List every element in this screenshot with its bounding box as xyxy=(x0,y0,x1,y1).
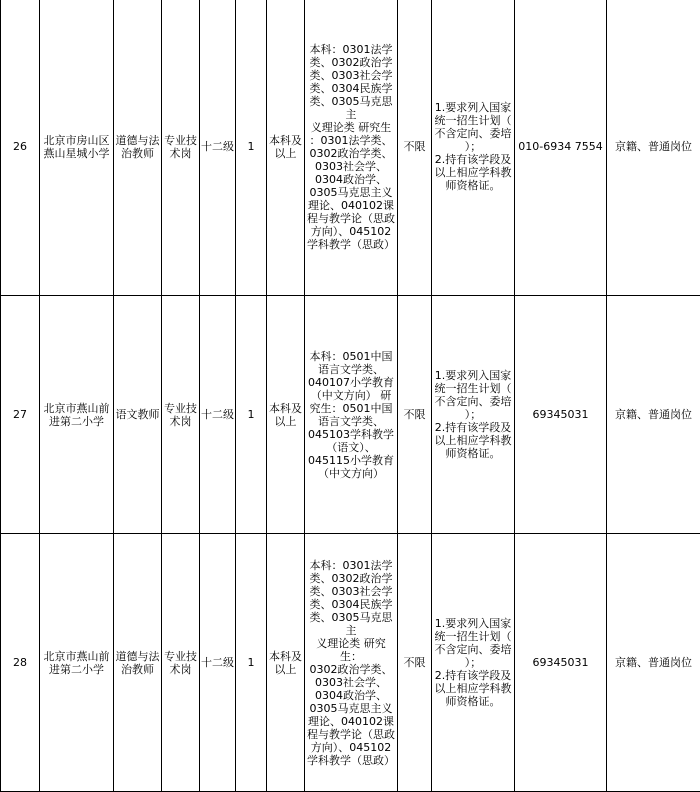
other-conditions: 1.要求列入国家 统一招生计划（ 不含定向、委培 ）； 2.持有该学段及 以上相应学科教 师资格证。 xyxy=(432,0,515,296)
position-level: 十二级 xyxy=(200,0,236,296)
row-number: 28 xyxy=(1,534,40,792)
position-level: 十二级 xyxy=(200,534,236,792)
contact-phone: 69345031 xyxy=(515,534,607,792)
row-number: 26 xyxy=(1,0,40,296)
position-name: 语文教师 xyxy=(114,296,162,534)
hiring-count: 1 xyxy=(236,296,267,534)
education-requirement: 本科及以上 xyxy=(267,296,305,534)
remarks: 京籍、普通岗位 xyxy=(607,0,700,296)
position-category: 专业技术岗 xyxy=(162,0,200,296)
major-requirement: 本科：0301法学 类、0302政治学 类、0303社会学 类、0304民族学 类、0305马克思主 义理论类 研究生： 0302政治学类、 0303社会学、 0304政治学、 0305马克思主义 理论、040102课 程与教学论（思政 方向）、045102 学科教学（思政） xyxy=(305,534,398,792)
table-row xyxy=(1,534,700,792)
position-category: 专业技术岗 xyxy=(162,534,200,792)
table-row xyxy=(1,296,700,534)
education-requirement: 本科及以上 xyxy=(267,0,305,296)
remarks: 京籍、普通岗位 xyxy=(607,534,700,792)
position-name: 道德与法治教师 xyxy=(114,0,162,296)
major-requirement: 本科：0301法学 类、0302政治学 类、0303社会学 类、0304民族学 类、0305马克思主 义理论类 研究生 ：0301法学类、 0302政治学类、 0303社会学、 0304政治学、 0305马克思主义 理论、040102课 程与教学论（思政 方向）、045102 学科教学（思政） xyxy=(305,0,398,296)
hiring-count: 1 xyxy=(236,0,267,296)
other-conditions: 1.要求列入国家 统一招生计划（ 不含定向、委培 ）； 2.持有该学段及 以上相应学科教 师资格证。 xyxy=(432,534,515,792)
education-requirement: 本科及以上 xyxy=(267,534,305,792)
age-requirement: 不限 xyxy=(398,0,432,296)
unit-name: 北京市房山区燕山星城小学 xyxy=(40,0,114,296)
remarks: 京籍、普通岗位 xyxy=(607,296,700,534)
age-requirement: 不限 xyxy=(398,534,432,792)
hiring-count: 1 xyxy=(236,534,267,792)
position-level: 十二级 xyxy=(200,296,236,534)
unit-name: 北京市燕山前进第二小学 xyxy=(40,534,114,792)
unit-name: 北京市燕山前进第二小学 xyxy=(40,296,114,534)
table-row xyxy=(1,0,700,296)
other-conditions: 1.要求列入国家 统一招生计划（ 不含定向、委培 ）； 2.持有该学段及 以上相应学科教 师资格证。 xyxy=(432,296,515,534)
major-requirement: 本科：0501中国 语言文学类、 040107小学教育 （中文方向） 研 究生：0501中国 语言文学类、 045103学科教学 （语文）、 045115小学教育 （中文方向） xyxy=(305,296,398,534)
position-name: 道德与法治教师 xyxy=(114,534,162,792)
contact-phone: 010-6934 7554 xyxy=(515,0,607,296)
position-category: 专业技术岗 xyxy=(162,296,200,534)
contact-phone: 69345031 xyxy=(515,296,607,534)
row-number: 27 xyxy=(1,296,40,534)
age-requirement: 不限 xyxy=(398,296,432,534)
